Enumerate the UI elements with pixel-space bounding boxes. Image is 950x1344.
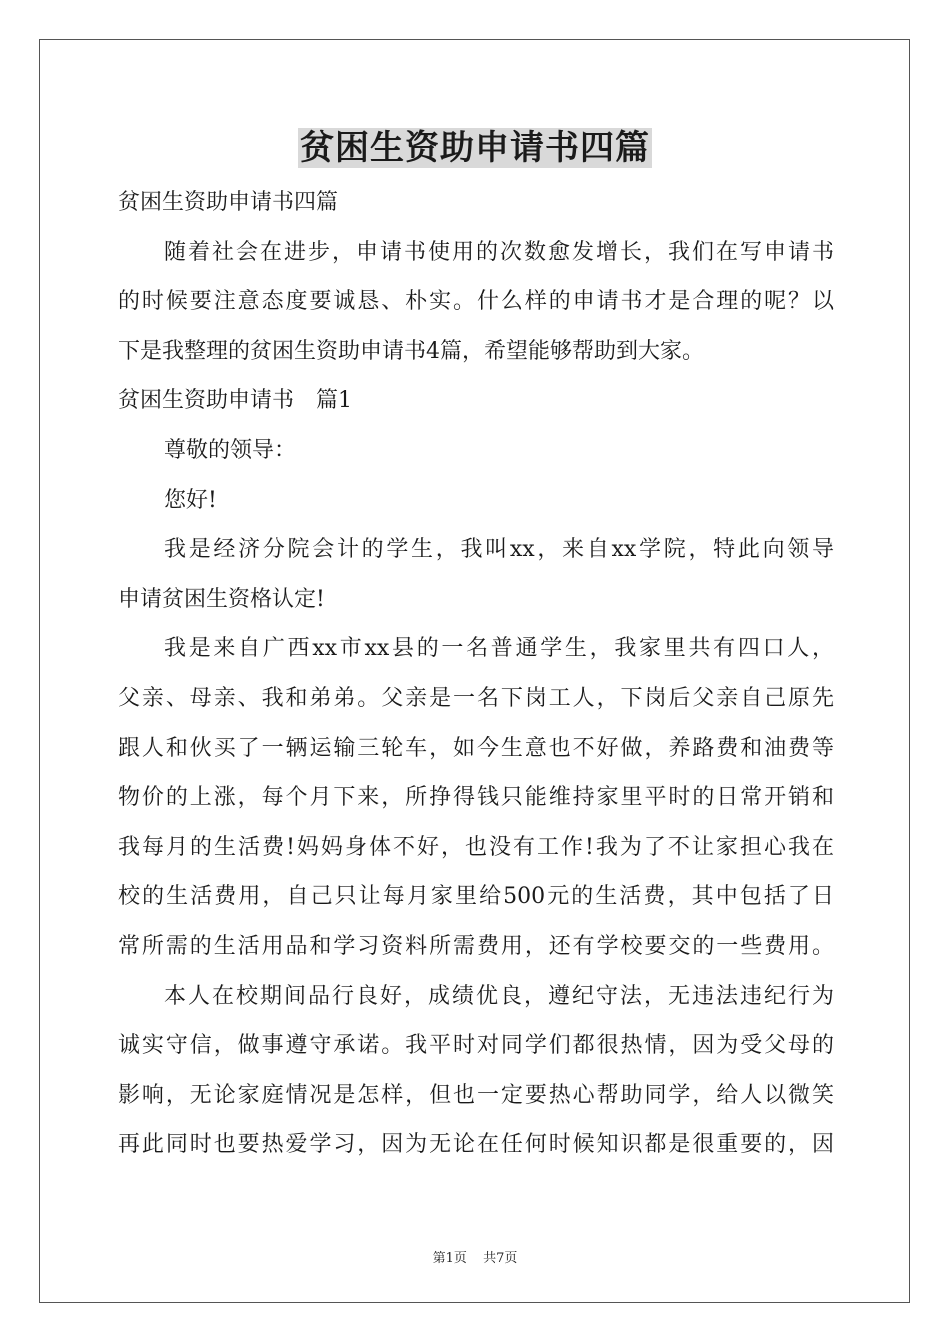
- text-line: 我是经济分院会计的学生，我叫xx，来自xx学院，特此向领导: [164, 537, 834, 563]
- page-number-current: 第1页: [432, 1251, 467, 1266]
- text-line: 本人在校期间品行良好，成绩优良，遵纪守法，无违法违纪行为: [164, 983, 834, 1009]
- document-body: [118, 178, 834, 1170]
- text-line: 我是来自广西xx市xx县的一名普通学生，我家里共有四口人，: [164, 636, 834, 662]
- document-title: 贫困生资助申请书四篇: [300, 128, 650, 168]
- text-line: 跟人和伙买了一辆运输三轮车，如今生意也不好做，养路费和油费等: [118, 735, 834, 761]
- text-line: 我每月的生活费!妈妈身体不好，也没有工作!我为了不让家担心我在: [118, 834, 834, 860]
- page-footer: [0, 1247, 950, 1266]
- text-line: 的时候要注意态度要诚恳、朴实。什么样的申请书才是合理的呢？以: [118, 289, 834, 315]
- text-line: 申请贫困生资格认定!: [118, 586, 325, 612]
- text-line: 诚实守信，做事遵守承诺。我平时对同学们都很热情，因为受父母的: [118, 1033, 834, 1059]
- text-line: 贫困生资助申请书四篇: [118, 190, 339, 215]
- text-line: 影响，无论家庭情况是怎样，但也一定要热心帮助同学，给人以微笑: [118, 1082, 834, 1108]
- text-line: 常所需的生活用品和学习资料所需费用，还有学校要交的一些费用。: [118, 933, 834, 959]
- page-number-total: 共7页: [483, 1251, 518, 1266]
- text-line: 校的生活费用，自己只让每月家里给500元的生活费，其中包括了日: [118, 884, 834, 910]
- text-line: 再此同时也要热爱学习，因为无论在任何时候知识都是很重要的，因: [118, 1132, 834, 1158]
- text-line: 尊敬的领导：: [164, 437, 297, 463]
- text-line: 您好!: [164, 487, 217, 513]
- text-line: 父亲、母亲、我和弟弟。父亲是一名下岗工人，下岗后父亲自己原先: [118, 685, 834, 711]
- text-line: 随着社会在进步，申请书使用的次数愈发增长，我们在写申请书: [164, 239, 834, 265]
- title-container: [0, 128, 950, 168]
- text-line: 贫困生资助申请书 篇1: [118, 388, 352, 414]
- text-line: 物价的上涨，每个月下来，所挣得钱只能维持家里平时的日常开销和: [118, 785, 834, 811]
- text-line: 下是我整理的贫困生资助申请书4篇，希望能够帮助到大家。: [118, 338, 704, 364]
